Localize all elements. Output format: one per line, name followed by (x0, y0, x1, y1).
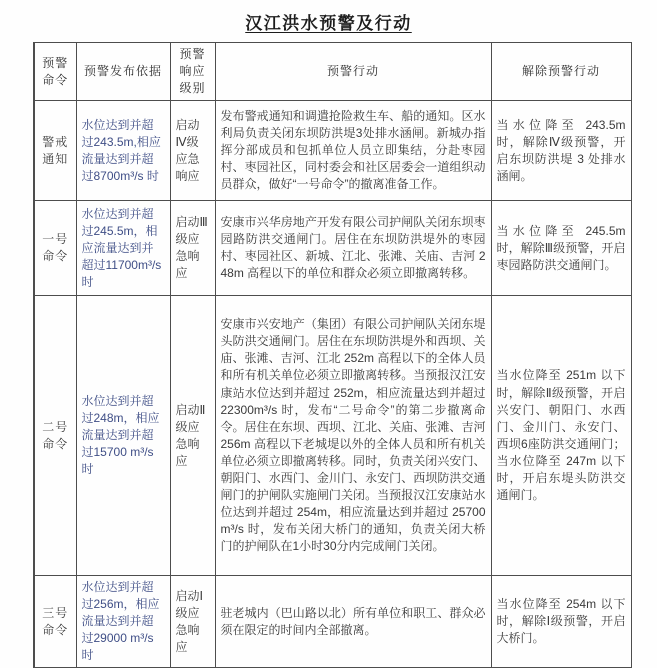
level-cell: 启动Ⅱ级应急响应 (170, 296, 215, 576)
command-cell: 警戒通知 (34, 101, 76, 201)
level-cell: 启动Ⅳ级应急响应 (170, 101, 215, 201)
table-row-alert-notice (34, 101, 631, 201)
lift-cell: 当水位降至 254m 以下时，解除Ⅰ级预警，开启大桥门。 (491, 576, 631, 668)
table-row-command-1 (34, 201, 631, 296)
lift-cell: 当水位降至 245.5m 时，解除Ⅲ级预警，开启枣园路防洪交通闸门。 (491, 201, 631, 296)
basis-cell: 水位达到并超过245.5m，相应流量达到并超过11700m³/s 时 (76, 201, 170, 296)
action-cell: 安康市兴华房地产开发有限公司护闸队关闭东坝枣园路防洪交通闸门。居住在东坝防洪堤外的枣园村、枣园社区、新城、江北、张滩、关庙、吉河 248m 高程以下的单位和群众必须立即撤离转移。 (215, 201, 491, 296)
lift-cell: 当水位降至 243.5m 时，解除Ⅳ级预警，开启东坝防洪堤 3 处排水涵闸。 (491, 101, 631, 201)
header-warning-action: 预警行动 (215, 43, 491, 101)
table-header-row (34, 43, 631, 101)
header-lift-action: 解除预警行动 (491, 43, 631, 101)
command-cell: 一号命令 (34, 201, 76, 296)
table-row-command-2 (34, 296, 631, 576)
header-response-level: 预警响应级别 (170, 43, 215, 101)
basis-cell: 水位达到并超过256m，相应流量达到并超过29000 m³/s 时 (76, 576, 170, 668)
basis-cell: 水位达到并超过243.5m,相应流量达到并超过8700m³/s 时 (76, 101, 170, 201)
table-row-command-3 (34, 576, 631, 668)
header-release-basis: 预警发布依据 (76, 43, 170, 101)
header-warning-command: 预警命令 (34, 43, 76, 101)
page-title: 汉江洪水预警及行动 (245, 14, 412, 33)
flood-warning-table (33, 42, 632, 668)
action-cell: 安康市兴安地产（集团）有限公司护闸队关闭东堤头防洪交通闸门。居住在东坝防洪堤外和西坝、关庙、张滩、吉河、江北 252m 高程以下的全体人员和所有机关单位必须立即撤离转移。当预报汉江安康站水位达到并超过 252m，相应流量达到并超过 22300m³/s 时，发布“二号命令”的第二步撤离命令。居住在东坝、西坝、江北、关庙、张滩、吉河 256m 高程以下老城堤以外的全体人员和所有机关单位必须立即撤离转移。同时，负责关闭兴安门、朝阳门、水西门、金川门、永安门、西坝防洪交通闸门的护闸队实施闸门关闭。当预报汉江安康站水位达到并超过 254m，相应流量达到并超过 25700 m³/s 时，发布关闭大桥门的通知，负责关闭大桥门的护闸队在1小时30分内完成闸门关闭。 (215, 296, 491, 576)
lift-cell: 当水位降至 251m 以下时，解除Ⅱ级预警，开启兴安门、朝阳门、水西门、金川门、永安门、西坝6座防洪交通闸门；当水位降至 247m 以下时，开启东堤头防洪交通闸门。 (491, 296, 631, 576)
basis-cell: 水位达到并超过248m，相应流量达到并超过15700 m³/s 时 (76, 296, 170, 576)
action-cell: 驻老城内（巴山路以北）所有单位和职工、群众必须在限定的时间内全部撤离。 (215, 576, 491, 668)
command-cell: 三号命令 (34, 576, 76, 668)
command-cell: 二号命令 (34, 296, 76, 576)
level-cell: 启动Ⅰ级应急响应 (170, 576, 215, 668)
action-cell: 发布警戒通知和调遣抢险救生车、船的通知。区水利局负责关闭东坝防洪堤3处排水涵闸。新城办指挥分部成员和包抓单位人员立即集结，分赴枣园村、枣园社区，同村委会和社区居委会一道组织动员群众，做好“一号命令”的撤离准备工作。 (215, 101, 491, 201)
level-cell: 启动Ⅲ级应急响应 (170, 201, 215, 296)
